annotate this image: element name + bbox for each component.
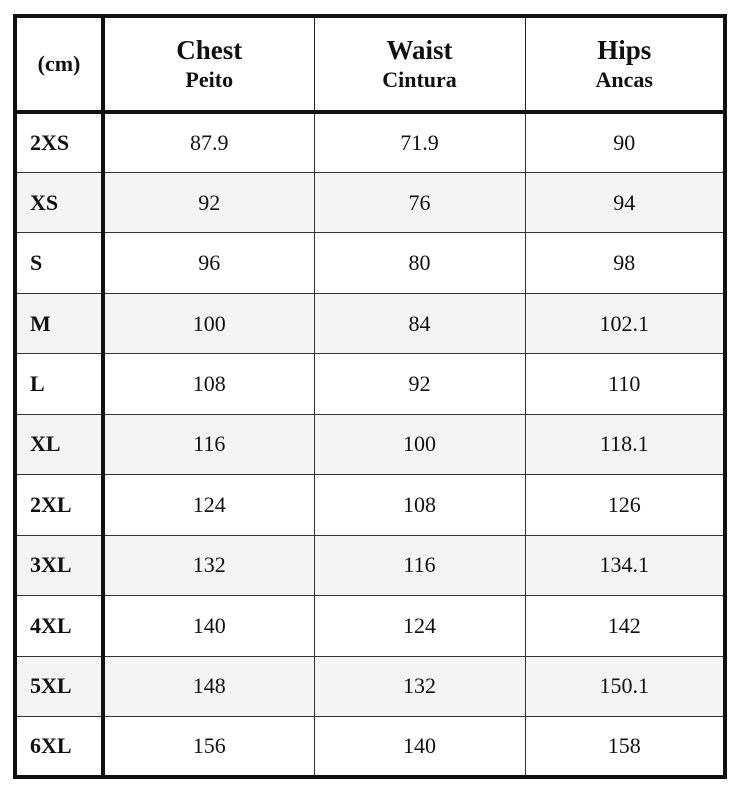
size-chart-table bbox=[13, 14, 727, 779]
size-cell: L bbox=[15, 354, 103, 414]
size-cell: XS bbox=[15, 172, 103, 232]
table-row bbox=[15, 717, 725, 777]
chest-cell: 124 bbox=[103, 475, 314, 535]
waist-cell: 92 bbox=[314, 354, 525, 414]
table-row bbox=[15, 475, 725, 535]
hips-cell: 110 bbox=[525, 354, 725, 414]
waist-cell: 76 bbox=[314, 172, 525, 232]
hips-header bbox=[525, 16, 725, 112]
hips-cell: 150.1 bbox=[525, 656, 725, 716]
table-row bbox=[15, 233, 725, 293]
hips-cell: 142 bbox=[525, 596, 725, 656]
waist-cell: 116 bbox=[314, 535, 525, 595]
waist-cell: 71.9 bbox=[314, 112, 525, 172]
hips-cell: 126 bbox=[525, 475, 725, 535]
table-row bbox=[15, 112, 725, 172]
chest-cell: 87.9 bbox=[190, 129, 229, 155]
size-cell: 5XL bbox=[15, 656, 103, 716]
table-row bbox=[15, 172, 725, 232]
waist-cell: 84 bbox=[314, 293, 525, 353]
table-row bbox=[15, 414, 725, 474]
chest-cell: 148 bbox=[103, 656, 314, 716]
table-row bbox=[15, 656, 725, 716]
header-row bbox=[15, 16, 725, 112]
hips-cell: 94 bbox=[525, 172, 725, 232]
waist-cell: 80 bbox=[314, 233, 525, 293]
size-cell: 2XS bbox=[15, 112, 103, 172]
chest-cell: 140 bbox=[103, 596, 314, 656]
chest-cell: 108 bbox=[103, 354, 314, 414]
chest-header bbox=[103, 16, 314, 112]
waist-cell: 132 bbox=[314, 656, 525, 716]
chest-cell: 156 bbox=[103, 717, 314, 777]
size-cell: 3XL bbox=[15, 535, 103, 595]
chest-label-en: Chest bbox=[176, 35, 243, 65]
hips-label-pt: Ancas bbox=[595, 67, 653, 92]
size-cell: S bbox=[15, 233, 103, 293]
hips-cell: 118.1 bbox=[525, 414, 725, 474]
hips-cell: 98 bbox=[525, 233, 725, 293]
hips-label-en: Hips bbox=[597, 35, 652, 65]
hips-cell: 134.1 bbox=[525, 535, 725, 595]
unit-label: (cm) bbox=[37, 51, 81, 76]
chest-cell: 100 bbox=[103, 293, 314, 353]
table-body bbox=[15, 112, 725, 777]
chest-cell: 92 bbox=[103, 172, 314, 232]
size-cell: M bbox=[15, 293, 103, 353]
size-cell: 2XL bbox=[15, 475, 103, 535]
hips-cell: 102.1 bbox=[525, 293, 725, 353]
table-row bbox=[15, 293, 725, 353]
waist-cell: 140 bbox=[314, 717, 525, 777]
waist-header bbox=[314, 16, 525, 112]
size-cell: XL bbox=[15, 414, 103, 474]
table-row bbox=[15, 354, 725, 414]
table-row bbox=[15, 535, 725, 595]
waist-label-pt: Cintura bbox=[382, 67, 457, 92]
waist-cell: 108 bbox=[314, 475, 525, 535]
table-row bbox=[15, 596, 725, 656]
hips-cell: 158 bbox=[525, 717, 725, 777]
table-header bbox=[15, 16, 725, 112]
hips-cell: 90 bbox=[525, 112, 725, 172]
chest-cell: 116 bbox=[103, 414, 314, 474]
size-cell: 4XL bbox=[15, 596, 103, 656]
unit-header bbox=[15, 16, 103, 112]
chest-label-pt: Peito bbox=[185, 67, 234, 92]
chest-cell: 96 bbox=[103, 233, 314, 293]
waist-cell: 124 bbox=[314, 596, 525, 656]
chest-cell: 132 bbox=[103, 535, 314, 595]
waist-cell: 100 bbox=[314, 414, 525, 474]
size-cell: 6XL bbox=[15, 717, 103, 777]
waist-label-en: Waist bbox=[386, 35, 453, 65]
